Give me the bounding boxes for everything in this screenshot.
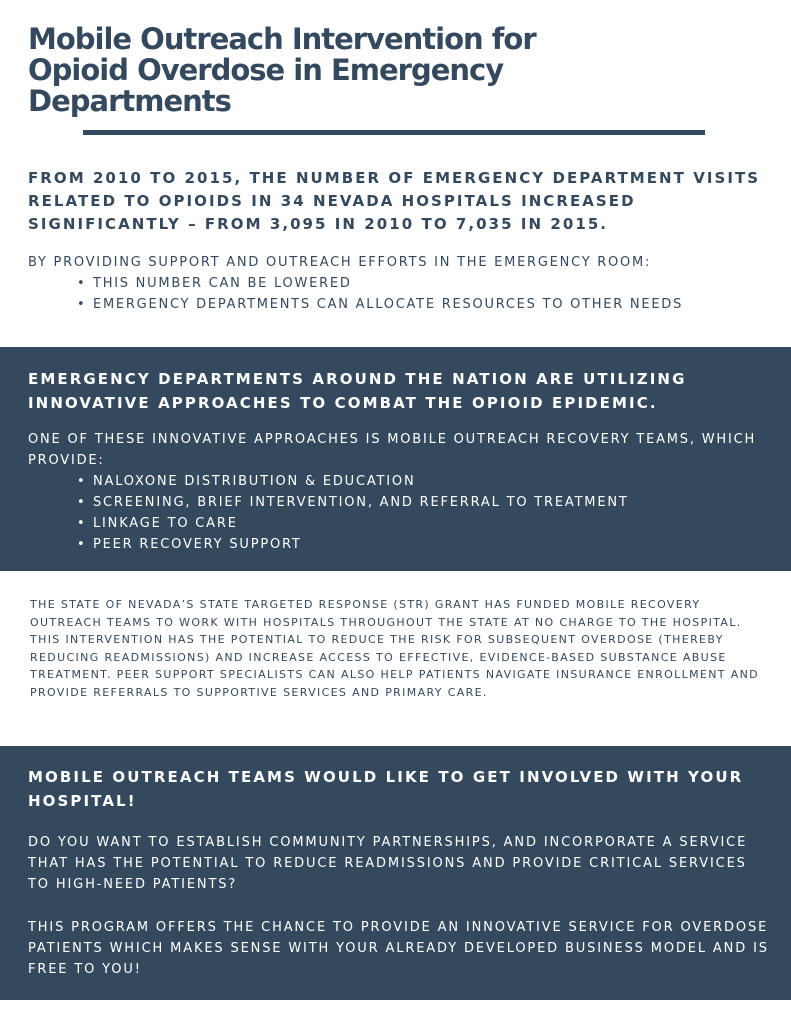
- intro-support: [28, 252, 778, 315]
- get-involved-band: [0, 746, 791, 1000]
- intro-bullet: • EMERGENCY DEPARTMENTS CAN ALLOCATE RESOURCES TO OTHER NEEDS: [93, 294, 778, 315]
- band2-heading: MOBILE OUTREACH TEAMS WOULD LIKE TO GET INVOLVED WITH YOUR HOSPITAL!: [28, 768, 744, 810]
- intro-bullet-list: [28, 273, 778, 315]
- band1-body: [28, 429, 768, 555]
- band1-bullet: • SCREENING, BRIEF INTERVENTION, AND REFERRAL TO TREATMENT: [93, 492, 768, 513]
- band1-bullet: • LINKAGE TO CARE: [93, 513, 768, 534]
- band1-bullet-list: [28, 471, 768, 555]
- band1-heading: EMERGENCY DEPARTMENTS AROUND THE NATION ARE UTILIZING INNOVATIVE APPROACHES TO COMBAT THE OPIOID EPIDEMIC.: [28, 370, 687, 412]
- band1-text: ONE OF THESE INNOVATIVE APPROACHES IS MOBILE OUTREACH RECOVERY TEAMS, WHICH PROVIDE:: [28, 432, 757, 468]
- intro-statistic: FROM 2010 TO 2015, THE NUMBER OF EMERGENCY DEPARTMENT VISITS RELATED TO OPIOIDS IN 34 NEVADA HOSPITALS INCREASED SIGNIFICANTLY – FROM 3,095 IN 2010 TO 7,035 IN 2015.: [28, 169, 761, 233]
- str-grant-paragraph: THE STATE OF NEVADA’S STATE TARGETED RESPONSE (STR) GRANT HAS FUNDED MOBILE RECOVERY OUTREACH TEAMS TO WORK WITH HOSPITALS THROUGHOUT THE STATE AT NO CHARGE TO THE HOSPITAL. THIS INTERVENTION HAS THE POTENTIAL TO REDUCE THE RISK FOR SUBSEQUENT OVERDOSE (THEREBY REDUCING READMISSIONS) AND INCREASE ACCESS TO EFFECTIVE, EVIDENCE-BASED SUBSTANCE ABUSE TREATMENT. PEER SUPPORT SPECIALISTS CAN ALSO HELP PATIENTS NAVIGATE INSURANCE ENROLLMENT AND PROVIDE REFERRALS TO SUPPORTIVE SERVICES AND PRIMARY CARE.: [30, 598, 759, 699]
- intro-bullet: • THIS NUMBER CAN BE LOWERED: [93, 273, 778, 294]
- title-underline: [83, 130, 705, 135]
- band2-offer: THIS PROGRAM OFFERS THE CHANCE TO PROVIDE AN INNOVATIVE SERVICE FOR OVERDOSE PATIENTS WHICH MAKES SENSE WITH YOUR ALREADY DEVELOPED BUSINESS MODEL AND IS FREE TO YOU!: [28, 920, 769, 977]
- innovative-approaches-band: [0, 347, 791, 571]
- page-title: Mobile Outreach Intervention for Opioid Overdose in Emergency Departments: [28, 22, 536, 118]
- band2-question: DO YOU WANT TO ESTABLISH COMMUNITY PARTNERSHIPS, AND INCORPORATE A SERVICE THAT HAS THE POTENTIAL TO REDUCE READMISSIONS AND PROVIDE CRITICAL SERVICES TO HIGH-NEED PATIENTS?: [28, 835, 748, 892]
- intro-support-text: BY PROVIDING SUPPORT AND OUTREACH EFFORTS IN THE EMERGENCY ROOM:: [28, 255, 652, 270]
- band1-bullet: • NALOXONE DISTRIBUTION & EDUCATION: [93, 471, 768, 492]
- band1-bullet: • PEER RECOVERY SUPPORT: [93, 534, 768, 555]
